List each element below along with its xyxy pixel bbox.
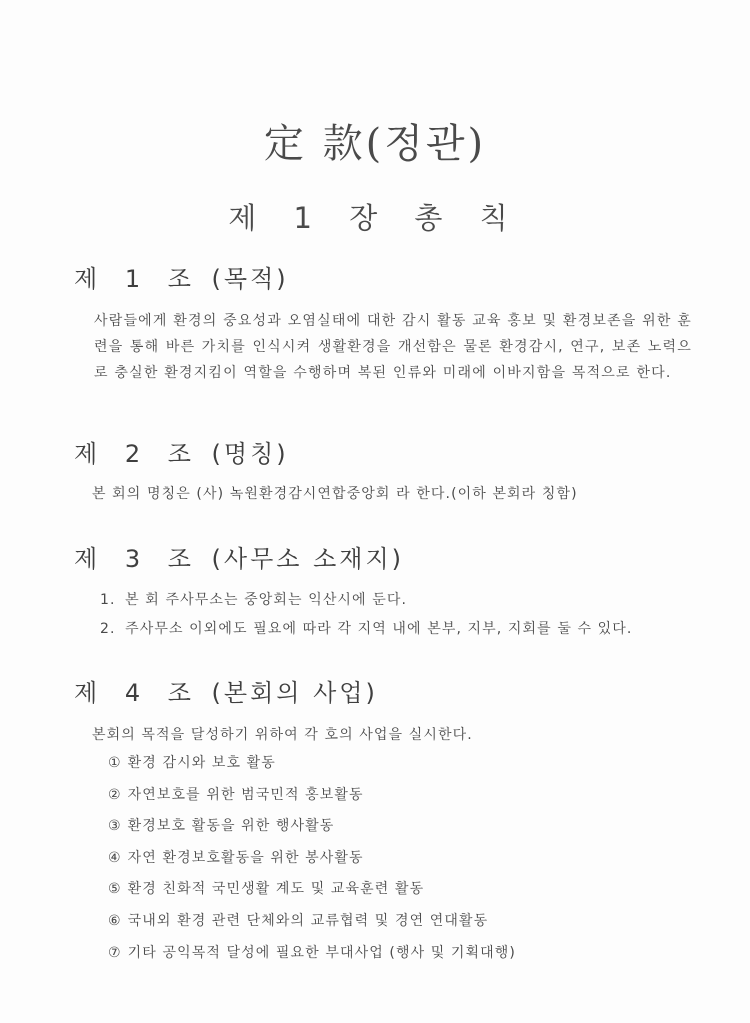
article-4 bbox=[74, 673, 704, 969]
list-item-text: 주사무소 이외에도 필요에 따라 각 지역 내에 본부, 지부, 지회를 둘 수 있다. bbox=[125, 621, 633, 637]
list-item-mark: ④ bbox=[108, 849, 122, 866]
list-item-mark: ⑤ bbox=[108, 881, 122, 898]
article-1-body: 사람들에게 환경의 중요성과 오염실태에 대한 감시 활동 교육 홍보 및 환경보존을 위한 훈련을 통해 바른 가치를 인식시켜 생활환경을 개선함은 물론 환경감시, 연구, 보존 노력으로 충실한 환경지킴이 역할을 수행하며 복된 인류와 미래에 이바지함을 목적으로 한다. bbox=[94, 313, 692, 381]
list-item bbox=[108, 811, 704, 843]
list-item bbox=[108, 874, 704, 906]
list-item-text: 본 회 주사무소는 중앙회는 익산시에 둔다. bbox=[125, 592, 408, 608]
list-item-mark: ③ bbox=[108, 818, 122, 835]
list-item bbox=[108, 938, 704, 970]
article-3-number: 제 3 조 bbox=[74, 545, 201, 573]
chapter-title: 제 1 장 총 칙 bbox=[228, 201, 522, 235]
article-2-name: (명칭) bbox=[211, 440, 289, 468]
article-2-body: 본 회의 명칭은 (사) 녹원환경감시연합중앙회 라 한다.(이하 본회라 칭함) bbox=[92, 486, 578, 502]
list-item-text: 자연보호를 위한 범국민적 홍보활동 bbox=[127, 786, 364, 803]
list-item-text: 환경 감시와 보호 활동 bbox=[127, 755, 276, 771]
list-item-mark: ⑥ bbox=[108, 912, 122, 929]
article-1-number: 제 1 조 bbox=[74, 265, 201, 293]
article-3-list bbox=[74, 586, 704, 644]
list-item-text: 환경 친화적 국민생활 계도 및 교육훈련 활동 bbox=[127, 881, 425, 898]
list-item-number: 1. bbox=[100, 592, 116, 608]
list-item bbox=[108, 843, 704, 875]
list-item-number: 2. bbox=[100, 621, 116, 637]
article-4-intro: 본회의 목적을 달성하기 위하여 각 호의 사업을 실시한다. bbox=[92, 727, 473, 743]
article-4-number: 제 4 조 bbox=[74, 679, 201, 707]
list-item-text: 환경보호 활동을 위한 행사활동 bbox=[127, 818, 335, 835]
list-item bbox=[108, 748, 704, 780]
article-3-heading bbox=[74, 539, 704, 574]
article-2-heading bbox=[74, 434, 704, 469]
article-2 bbox=[74, 434, 704, 503]
article-3-name: (사무소 소재지) bbox=[211, 545, 405, 573]
article-3 bbox=[74, 539, 704, 644]
list-item-text: 국내외 환경 관련 단체와의 교류협력 및 경연 연대활동 bbox=[127, 912, 489, 929]
list-item-mark: ⑦ bbox=[108, 944, 122, 961]
list-item bbox=[100, 615, 704, 644]
article-1-heading bbox=[74, 259, 704, 294]
article-2-number: 제 2 조 bbox=[74, 440, 201, 468]
list-item-mark: ② bbox=[108, 786, 122, 803]
article-4-list bbox=[74, 748, 704, 969]
document-title: 定 款(정관) bbox=[263, 121, 487, 167]
list-item-text: 기타 공익목적 달성에 필요한 부대사업 (행사 및 기획대행) bbox=[127, 944, 516, 961]
list-item bbox=[108, 906, 704, 938]
list-item bbox=[100, 586, 704, 615]
article-1 bbox=[74, 259, 704, 386]
article-4-heading bbox=[74, 673, 704, 708]
article-4-name: (본회의 사업) bbox=[211, 679, 378, 707]
article-1-name: (목적) bbox=[211, 265, 289, 293]
list-item-mark: ① bbox=[108, 755, 122, 771]
list-item-text: 자연 환경보호활동을 위한 봉사활동 bbox=[127, 849, 364, 866]
list-item bbox=[108, 780, 704, 812]
